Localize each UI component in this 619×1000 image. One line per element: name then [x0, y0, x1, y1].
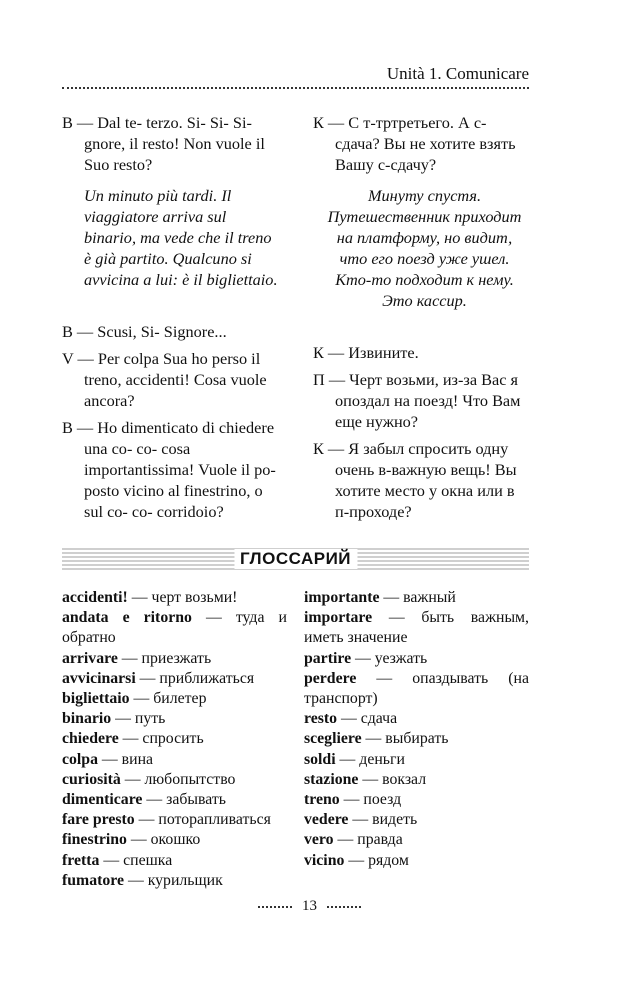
- glossary-entry: [304, 790, 529, 810]
- glossary-definition: — любопытство: [120, 770, 236, 788]
- glossary-term: binario: [62, 710, 112, 728]
- glossary-entry: [62, 830, 287, 850]
- glossary-definition: — выбирать: [361, 730, 449, 748]
- dialogue-line: B — Dal te- terzo. Si- Si- Si- gnore, il resto! Non vuole il Suo resto?: [62, 113, 265, 174]
- glossary-term: fumatore: [62, 871, 124, 889]
- glossary-entry: [62, 810, 287, 830]
- glossary-definition: — окошко: [126, 831, 201, 849]
- dialogue-line: B — Scusi, Si- Signore...: [62, 322, 227, 341]
- page-footer: [0, 898, 619, 915]
- glossary-definition: — правда: [333, 831, 403, 849]
- glossary-term: dimenticare: [62, 791, 143, 809]
- glossary-entry: [304, 709, 529, 729]
- glossary-definition: — спешка: [99, 851, 173, 869]
- glossary-definition: — вокзал: [358, 770, 427, 788]
- glossary-entry: [304, 770, 529, 790]
- glossary-term: resto: [304, 710, 338, 728]
- glossary-definition: — уезжать: [351, 649, 428, 667]
- glossary-term: andata e ritorno: [62, 609, 192, 627]
- glossary-definition: — курильщик: [124, 871, 223, 889]
- dialogue-russian-column: [313, 112, 528, 522]
- dialogue-line: К — С т-тртретьего. А с-сдача? Вы не хотите взять Вашу с-сдачу?: [313, 113, 516, 174]
- glossary-definition: — черт возьми!: [127, 589, 238, 606]
- dialogue-line: V — Per colpa Sua ho perso il treno, accidenti! Cosa vuole ancora?: [62, 349, 267, 410]
- dialogue-line: К — Я забыл спросить одну очень в-важную вещь! Вы хотите место у окна или в п-проходе?: [313, 439, 517, 521]
- glossary-term: accidenti!: [62, 589, 128, 606]
- glossary-term: vero: [304, 831, 334, 849]
- glossary-term: chiedere: [62, 730, 119, 748]
- header-dotted-rule: [62, 87, 529, 89]
- glossary-term: avvicinarsi: [62, 669, 136, 687]
- glossary-entry: [62, 729, 287, 749]
- stage-direction: Un minuto più tardi. Il viaggiatore arriva sul binario, ma vede che il treno è già partito. Qualcuno si avvicina a lui: è il bigliettaio.: [84, 186, 278, 289]
- glossary-definition: — спросить: [118, 730, 204, 748]
- glossary-entry: [62, 871, 287, 891]
- glossary-definition: — рядом: [344, 851, 409, 869]
- glossary-definition: — поторапливаться: [134, 811, 271, 829]
- glossary-term: colpa: [62, 750, 98, 768]
- glossary-left-column: [62, 588, 287, 891]
- dialogue-line: К — Извините.: [313, 343, 419, 362]
- glossary-definition: — сдача: [337, 710, 398, 728]
- glossary-entry: [62, 649, 287, 669]
- glossary-definition: — путь: [111, 710, 166, 728]
- stage-direction: Минуту спустя. Путешественник приходит на платформу, но видит, что его поезд уже ушел. Кто-то подходит к нему. Это кассир.: [327, 186, 522, 310]
- dialogue-line: B — Ho dimenticato di chiedere una co- co- cosa importantissima! Vuole il po- posto vicino al finestrino, o sul co- co- corridoio?: [62, 418, 276, 521]
- glossary-entry: [62, 790, 287, 810]
- glossary-entry: [304, 750, 529, 770]
- glossary-entry: [62, 851, 287, 871]
- glossary-term: fretta: [62, 851, 100, 869]
- glossary-term: bigliettaio: [62, 690, 130, 708]
- page-number: 13: [302, 898, 317, 914]
- footer-dots-left: [258, 906, 292, 908]
- glossary-definition: — билетер: [129, 690, 207, 708]
- glossary-entry: [304, 851, 529, 871]
- glossary-definition: — опаздывать (на транспорт): [304, 669, 529, 708]
- glossary-definition: — видеть: [348, 811, 418, 829]
- glossary-definition: — приближаться: [135, 669, 255, 687]
- glossary-heading-band: [62, 548, 529, 572]
- glossary-definition: — приезжать: [117, 649, 212, 667]
- glossary-title: ГЛОССАРИЙ: [234, 549, 357, 569]
- glossary-term: importare: [304, 609, 373, 627]
- glossary-term: arrivare: [62, 649, 118, 667]
- glossary-entry: [62, 689, 287, 709]
- glossary-entry: [62, 669, 287, 689]
- glossary-definition: — забывать: [142, 791, 226, 809]
- glossary-entry: [304, 649, 529, 669]
- glossary-term: stazione: [304, 770, 359, 788]
- glossary-definition: — деньги: [335, 750, 405, 768]
- glossary-term: fare presto: [62, 811, 135, 829]
- glossary-entry: [62, 770, 287, 790]
- glossary-term: curiosità: [62, 770, 121, 788]
- glossary-entry: [62, 750, 287, 770]
- glossary-entry: [62, 608, 287, 648]
- glossary-entry: [62, 588, 287, 608]
- glossary-term: soldi: [304, 750, 336, 768]
- glossary-definition: — быть важным, иметь значение: [304, 609, 529, 647]
- glossary-term: scegliere: [304, 730, 362, 748]
- dialogue-line: П — Черт возьми, из-за Вас я опоздал на поезд! Что Вам еще нужно?: [313, 370, 521, 431]
- glossary-definition: — туда и обратно: [62, 609, 287, 647]
- glossary-entry: [304, 830, 529, 850]
- glossary-definition: — поезд: [339, 791, 402, 809]
- glossary-definition: — вина: [97, 750, 154, 768]
- glossary-right-column: [304, 588, 529, 871]
- glossary-term: partire: [304, 649, 352, 667]
- glossary-term: vicino: [304, 851, 345, 869]
- glossary-entry: [304, 608, 529, 648]
- glossary-entry: [304, 669, 529, 709]
- footer-dots-right: [327, 906, 361, 908]
- glossary-entry: [304, 810, 529, 830]
- dialogue-italian-column: [62, 112, 278, 522]
- glossary-term: vedere: [304, 811, 349, 829]
- glossary-entry: [304, 588, 529, 608]
- running-header: [62, 64, 529, 86]
- header-title: Unità 1. Comunicare: [386, 64, 529, 83]
- glossary-term: importante: [304, 589, 380, 606]
- glossary-definition: — важный: [379, 589, 456, 606]
- glossary-term: perdere: [304, 669, 357, 687]
- glossary-entry: [304, 729, 529, 749]
- glossary-term: finestrino: [62, 831, 127, 849]
- glossary-term: treno: [304, 791, 340, 809]
- glossary-entry: [62, 709, 287, 729]
